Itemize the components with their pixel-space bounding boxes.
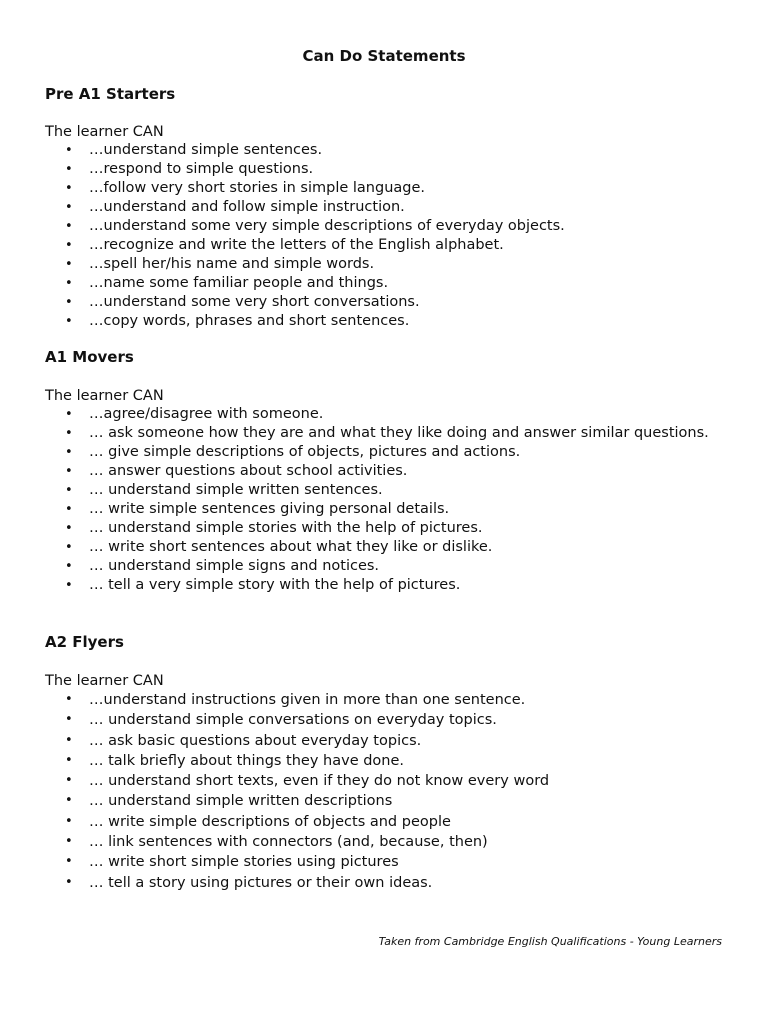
bullet-icon: • [65, 181, 73, 196]
list-item [45, 576, 725, 595]
section-intro: The learner CAN [45, 388, 164, 404]
bullet-icon: • [65, 219, 73, 234]
section-pre-a1-starters [45, 85, 725, 331]
list-item-text: … ask someone how they are and what they like doing and answer similar questions. [89, 425, 709, 441]
section-heading: A2 Flyers [45, 633, 124, 651]
list-item [45, 405, 725, 424]
list-item [45, 751, 725, 771]
list-item-text: …understand some very short conversations. [89, 294, 420, 310]
list-item [45, 852, 725, 872]
bullet-icon: • [65, 445, 73, 460]
list-item [45, 443, 725, 462]
can-do-list [45, 141, 725, 331]
list-item [45, 873, 725, 893]
list-item-text: … tell a very simple story with the help of pictures. [89, 577, 461, 593]
list-item [45, 160, 725, 179]
list-item [45, 293, 725, 312]
list-item-text: … write simple sentences giving personal details. [89, 501, 450, 517]
document-title: Can Do Statements [302, 47, 466, 65]
bullet-icon: • [65, 295, 73, 310]
list-item [45, 217, 725, 236]
section-heading: A1 Movers [45, 348, 134, 366]
list-item [45, 771, 725, 791]
list-item-text: … understand simple written descriptions [89, 793, 393, 810]
list-item-text: … write short sentences about what they like or dislike. [89, 539, 493, 555]
bullet-icon: • [65, 559, 73, 574]
list-item [45, 791, 725, 811]
list-item-text: …respond to simple questions. [89, 161, 314, 177]
bullet-icon: • [65, 200, 73, 215]
bullet-icon: • [65, 540, 73, 555]
list-item [45, 424, 725, 443]
bullet-icon: • [65, 874, 73, 890]
list-item-text: … give simple descriptions of objects, pictures and actions. [89, 444, 521, 460]
list-item-text: …understand some very simple descriptions of everyday objects. [89, 218, 565, 234]
list-item-text: … understand simple conversations on everyday topics. [89, 712, 497, 729]
list-item-text: … talk briefly about things they have done. [89, 752, 405, 769]
bullet-icon: • [65, 752, 73, 768]
bullet-icon: • [65, 732, 73, 748]
bullet-icon: • [65, 578, 73, 593]
source-footnote: Taken from Cambridge English Qualifications - Young Learners [378, 935, 722, 948]
list-item-text: … ask basic questions about everyday topics. [89, 732, 422, 749]
list-item [45, 481, 725, 500]
list-item-text: … write simple descriptions of objects and people [89, 813, 451, 830]
section-intro: The learner CAN [45, 673, 164, 689]
list-item-text: …name some familiar people and things. [89, 275, 389, 291]
list-item-text: … answer questions about school activities. [89, 463, 408, 479]
bullet-icon: • [65, 276, 73, 291]
bullet-icon: • [65, 162, 73, 177]
bullet-icon: • [65, 854, 73, 870]
list-item [45, 519, 725, 538]
list-item [45, 500, 725, 519]
bullet-icon: • [65, 464, 73, 479]
list-item-text: … link sentences with connectors (and, because, then) [89, 834, 488, 851]
bullet-icon: • [65, 426, 73, 441]
bullet-icon: • [65, 257, 73, 272]
list-item-text: … understand simple signs and notices. [89, 558, 380, 574]
bullet-icon: • [65, 773, 73, 789]
bullet-icon: • [65, 521, 73, 536]
list-item-text: … understand simple stories with the help of pictures. [89, 520, 483, 536]
list-item [45, 690, 725, 710]
section-a2-flyers [45, 633, 725, 893]
list-item-text: … tell a story using pictures or their own ideas. [89, 874, 433, 891]
section-heading: Pre A1 Starters [45, 85, 176, 103]
list-item [45, 141, 725, 160]
list-item-text: …understand simple sentences. [89, 142, 323, 158]
list-item [45, 312, 725, 331]
bullet-icon: • [65, 712, 73, 728]
bullet-icon: • [65, 483, 73, 498]
list-item-text: …agree/disagree with someone. [89, 406, 324, 422]
list-item-text: … understand short texts, even if they do not know every word [89, 773, 550, 790]
list-item-text: … write short simple stories using pictures [89, 854, 399, 871]
list-item [45, 538, 725, 557]
list-item [45, 198, 725, 217]
bullet-icon: • [65, 407, 73, 422]
bullet-icon: • [65, 692, 73, 707]
list-item [45, 832, 725, 852]
can-do-list [45, 690, 725, 893]
list-item [45, 274, 725, 293]
list-item [45, 557, 725, 576]
section-a1-movers [45, 348, 725, 595]
bullet-icon: • [65, 813, 73, 829]
bullet-icon: • [65, 314, 73, 329]
list-item [45, 255, 725, 274]
bullet-icon: • [65, 502, 73, 517]
can-do-list [45, 405, 725, 595]
bullet-icon: • [65, 793, 73, 809]
list-item-text: …copy words, phrases and short sentences. [89, 313, 410, 329]
list-item [45, 179, 725, 198]
bullet-icon: • [65, 238, 73, 253]
list-item [45, 812, 725, 832]
list-item-text: …follow very short stories in simple language. [89, 180, 425, 196]
list-item [45, 731, 725, 751]
list-item-text: …spell her/his name and simple words. [89, 256, 375, 272]
list-item [45, 710, 725, 730]
bullet-icon: • [65, 834, 73, 850]
list-item [45, 236, 725, 255]
list-item-text: …understand and follow simple instruction. [89, 199, 405, 215]
list-item-text: …understand instructions given in more than one sentence. [89, 692, 526, 708]
list-item [45, 462, 725, 481]
section-intro: The learner CAN [45, 124, 164, 140]
list-item-text: … understand simple written sentences. [89, 482, 383, 498]
bullet-icon: • [65, 143, 73, 158]
list-item-text: …recognize and write the letters of the English alphabet. [89, 237, 504, 253]
